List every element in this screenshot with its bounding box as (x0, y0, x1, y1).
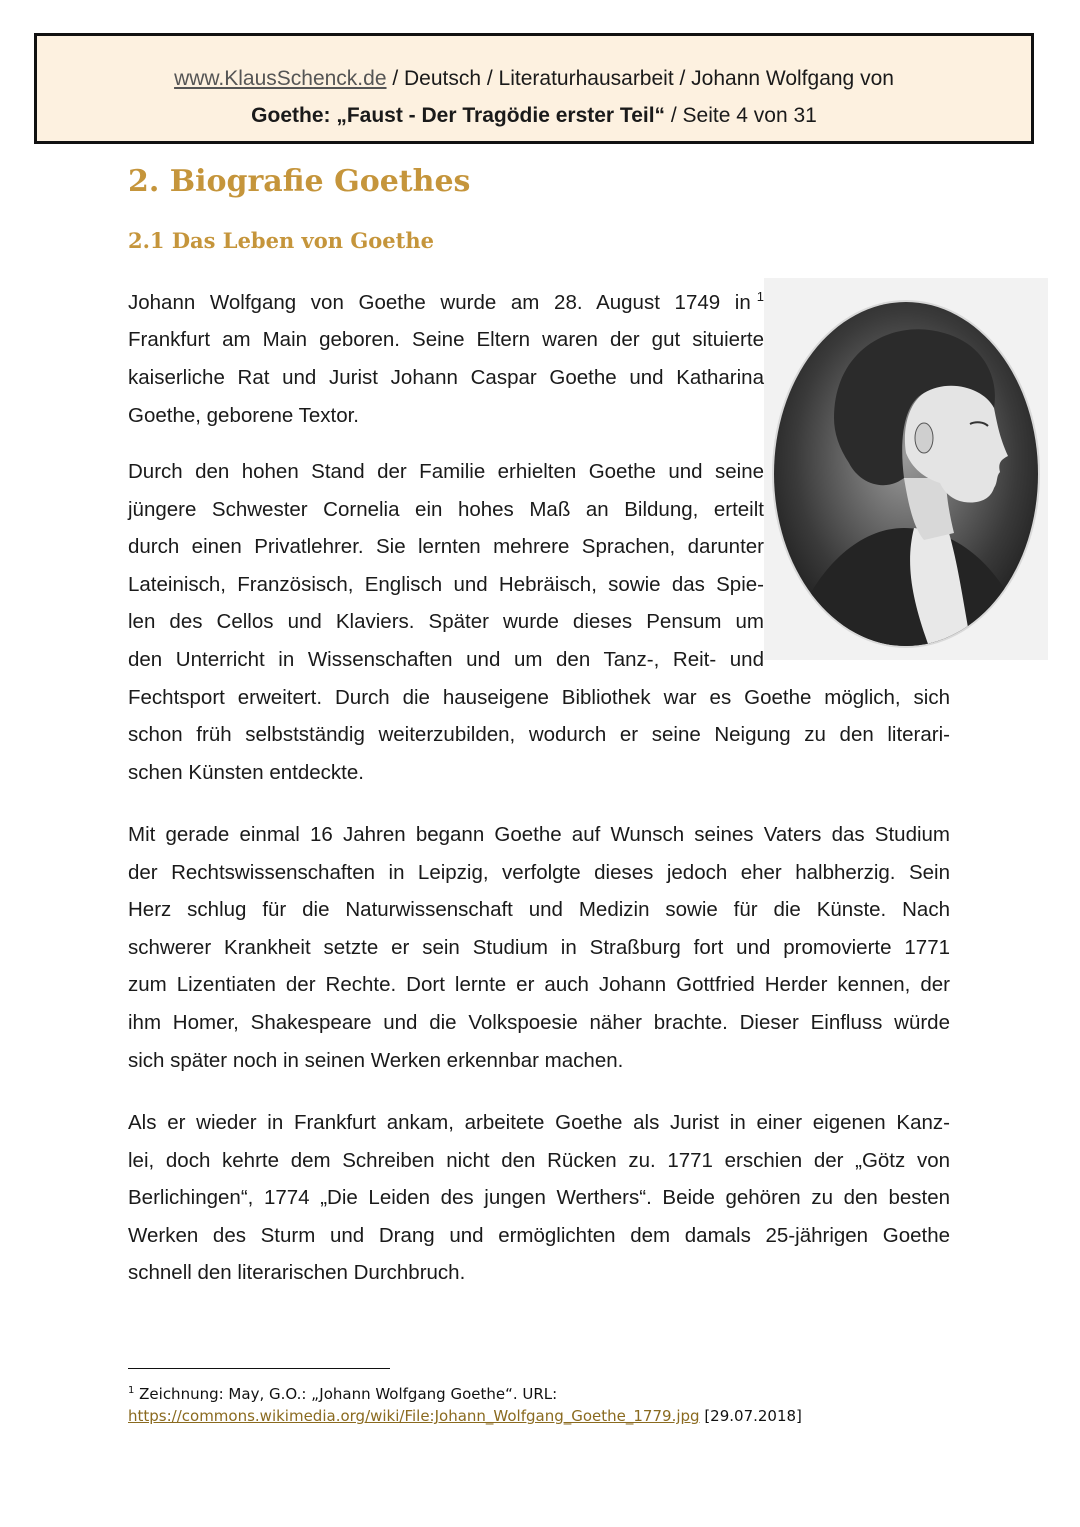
footnote-number: 1 (128, 1385, 135, 1396)
header-line-2 (37, 104, 1031, 128)
text-line: sich später noch in seinen Werken erkennbar machen. (128, 1048, 624, 1072)
text-line: jüngere Schwester Cornelia ein hohes Maß an Bildung, erteilt (128, 497, 764, 521)
text-line: schwerer Krankheit setzte er sein Studium in Straßburg fort und promovierte 1771 (128, 935, 950, 959)
text-line: Durch den hohen Stand der Familie erhielten Goethe und seine (128, 460, 764, 483)
footnote-marker[interactable]: 1 (756, 289, 764, 304)
website-link[interactable]: www.KlausSchenck.de (174, 67, 387, 90)
text-line: Berlichingen“, 1774 „Die Leiden des jungen Werthers“. Beide gehören zu den besten (128, 1186, 950, 1210)
text-line: Frankfurt am Main geboren. Seine Eltern waren der gut situierte (128, 328, 764, 352)
paragraph-birth (128, 278, 764, 434)
footnote-divider (128, 1368, 390, 1369)
text-line: len des Cellos und Klaviers. Später wurde dieses Pensum um (128, 610, 764, 634)
header-line-1 (37, 67, 1031, 91)
paragraph-education-full (128, 679, 950, 792)
header-breadcrumb: / Deutsch / Literaturhausarbeit / Johann Wolfgang von (386, 67, 894, 90)
text-line: Herz schlug für die Naturwissenschaft und Medizin sowie für die Künste. Nach (128, 898, 950, 922)
header-page-number: / Seite 4 von 31 (665, 104, 817, 127)
text-line: lei, doch kehrte dem Schreiben nicht den Rücken zu. 1771 erschien der „Götz von (128, 1148, 950, 1172)
text-line: den Unterricht in Wissenschaften und um den Tanz-, Reit- und (128, 647, 764, 671)
paragraph-education-wrapped (128, 453, 764, 679)
text-line: Werken des Sturm und Drang und ermöglichten dem damals 25-jährigen Goethe (128, 1223, 950, 1247)
text-line: ihm Homer, Shakespeare und die Volkspoesie näher brachte. Dieser Einfluss würde (128, 1010, 950, 1034)
text-line: Goethe, geborene Textor. (128, 403, 359, 427)
text-line: kaiserliche Rat und Jurist Johann Caspar Goethe und Katharina (128, 366, 764, 390)
text-line: Johann Wolfgang von Goethe wurde am 28. August 1749 in $^1$ (128, 289, 764, 314)
text-line: zum Lizentiaten der Rechte. Dort lernte er auch Johann Gottfried Herder kennen, der (128, 973, 950, 997)
section-title: 2. Biografie Goethes (128, 164, 471, 199)
footnote-citation: $^1$ Zeichnung: May, G.O.: „Johann Wolfgang Goethe“. URL: (128, 1385, 558, 1403)
page-header (34, 33, 1034, 144)
footnote-date: [29.07.2018] (699, 1407, 802, 1425)
text-line: Fechtsport erweitert. Durch die hauseigene Bibliothek war es Goethe möglich, sich (128, 685, 950, 709)
text-line: Mit gerade einmal 16 Jahren begann Goethe auf Wunsch seines Vaters das Studium (128, 823, 950, 846)
text-line: schnell den literarischen Durchbruch. (128, 1261, 466, 1285)
paragraph-frankfurt (128, 1104, 950, 1292)
header-work-title: Goethe: „Faust - Der Tragödie erster Teil“ (251, 104, 666, 127)
text-line: Lateinisch, Französisch, Englisch und Hebräisch, sowie das Spie- (128, 572, 764, 596)
paragraph-studies (128, 816, 950, 1079)
text-line: der Rechtswissenschaften in Leipzig, verfolgte dieses jedoch eher halbherzig. Sein (128, 860, 950, 884)
footnote-source (128, 1405, 1008, 1427)
goethe-portrait-image (764, 278, 1048, 660)
text-line: durch einen Privatlehrer. Sie lernten mehrere Sprachen, darunter (128, 535, 764, 559)
text-line: schon früh selbstständig weiterzubilden, wodurch er seine Neigung zu den literari- (128, 723, 950, 747)
footnote (128, 1380, 1008, 1427)
text-line: schen Künsten entdeckte. (128, 760, 364, 784)
text-line: Als er wieder in Frankfurt ankam, arbeitete Goethe als Jurist in einer eigenen Kanz- (128, 1111, 950, 1134)
footnote-url-link[interactable]: https://commons.wikimedia.org/wiki/File:Johann_Wolfgang_Goethe_1779.jpg (128, 1407, 700, 1425)
subsection-title: 2.1 Das Leben von Goethe (128, 228, 434, 253)
